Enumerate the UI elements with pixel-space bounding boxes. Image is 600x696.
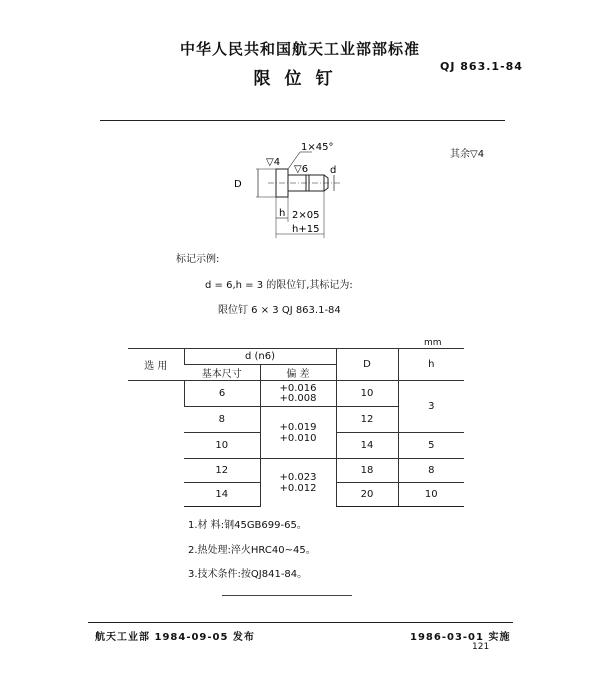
table-row: 14 bbox=[184, 483, 260, 507]
header-select: 选 用 bbox=[128, 349, 184, 381]
finish-mark-b: ▽6 bbox=[294, 164, 309, 175]
header-rule bbox=[100, 120, 505, 121]
table-row: 8 bbox=[184, 407, 260, 433]
note-material: 1.材 料:钢45GB699-65。 bbox=[188, 520, 307, 531]
select-cell bbox=[128, 381, 184, 507]
D-cell: 12 bbox=[336, 407, 398, 433]
deviation-cell bbox=[260, 407, 336, 459]
page-number: 121 bbox=[472, 642, 490, 652]
h-cell: 5 bbox=[398, 433, 464, 459]
marking-heading: 标记示例: bbox=[176, 254, 220, 265]
D-cell: 10 bbox=[336, 381, 398, 407]
deviation-upper: +0.023 bbox=[279, 471, 317, 483]
marking-example: 限位钉 6 × 3 QJ 863.1-84 bbox=[218, 305, 341, 316]
marking-description: d = 6,h = 3 的限位钉,其标记为: bbox=[205, 280, 353, 291]
table-row: 12 bbox=[184, 459, 260, 483]
organization-header: 中华人民共和国航天工业部部标准 bbox=[179, 40, 420, 58]
D-cell: 20 bbox=[336, 483, 398, 507]
roughness-note: 其余▽4 bbox=[450, 149, 485, 160]
header-deviation: 偏 差 bbox=[260, 365, 336, 381]
deviation-upper: +0.019 bbox=[279, 421, 317, 433]
deviation-cell bbox=[260, 459, 336, 507]
h-cell: 3 bbox=[398, 381, 464, 433]
dimension-table bbox=[128, 348, 464, 507]
table-row: 10 bbox=[184, 433, 260, 459]
header-D: D bbox=[336, 349, 398, 381]
h-cell: 8 bbox=[398, 459, 464, 483]
chamfer-label: 1×45° bbox=[301, 142, 334, 153]
D-cell: 18 bbox=[336, 459, 398, 483]
note-technical-conditions: 3.技术条件:按QJ841-84。 bbox=[188, 569, 308, 580]
dim-d-label: d bbox=[330, 165, 337, 176]
effective-date: 1986-03-01 实施 bbox=[410, 632, 511, 643]
finish-mark-a: ▽4 bbox=[266, 157, 281, 168]
dim-h-label: h bbox=[279, 208, 286, 219]
dim-D-label: D bbox=[234, 179, 242, 190]
unit-label: mm bbox=[424, 338, 442, 348]
header-h: h bbox=[398, 349, 464, 381]
standard-code: QJ 863.1-84 bbox=[440, 60, 523, 73]
document-title: 限位钉 bbox=[253, 69, 347, 89]
table-row: 6 bbox=[184, 381, 260, 407]
dim-groove-label: 2×05 bbox=[292, 210, 320, 221]
end-rule bbox=[222, 595, 352, 596]
h-cell: 10 bbox=[398, 483, 464, 507]
deviation-lower: +0.012 bbox=[279, 482, 317, 494]
pin-drawing bbox=[230, 138, 360, 243]
deviation-lower: +0.010 bbox=[279, 432, 317, 444]
header-d: d (n6) bbox=[184, 349, 336, 365]
D-cell: 14 bbox=[336, 433, 398, 459]
dim-length-label: h+15 bbox=[292, 224, 320, 235]
footer-rule bbox=[88, 622, 513, 623]
note-heat-treatment: 2.热处理:淬火HRC40~45。 bbox=[188, 545, 316, 556]
issuer-date: 航天工业部 1984-09-05 发布 bbox=[95, 632, 255, 643]
deviation-cell: +0.016 +0.008 bbox=[260, 381, 336, 407]
header-basic-size: 基本尺寸 bbox=[184, 365, 260, 381]
